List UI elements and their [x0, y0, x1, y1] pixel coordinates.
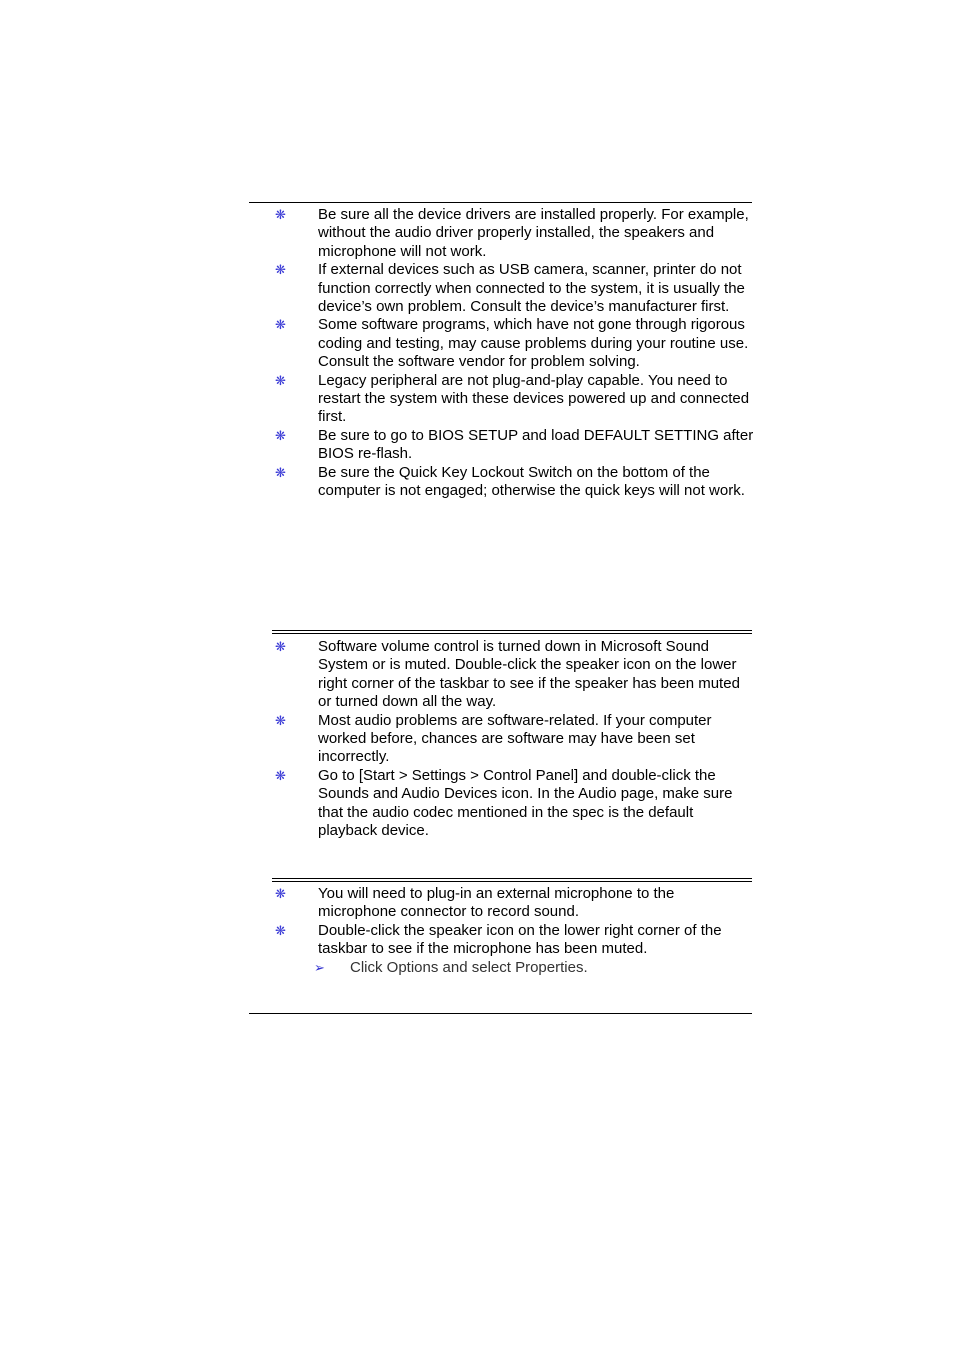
list-item: ❋ Most audio problems are software-related. If your computer worked before, chances are software may have been set incorrectly. — [275, 711, 712, 766]
snowflake-bullet-icon: ❋ — [275, 372, 286, 388]
list-item: ❋ Legacy peripheral are not plug-and-play capable. You need to restart the system with these devices powered up and connected first. — [275, 371, 750, 426]
section-2-list — [0, 638, 754, 840]
snowflake-bullet-icon: ❋ — [275, 464, 286, 480]
top-rule — [249, 202, 752, 203]
snowflake-bullet-icon: ❋ — [275, 639, 286, 654]
list-item: ❋ If external devices such as USB camera, scanner, printer do not function correctly when connected to the system, it is usually the device’s own problem. Consult the device’s manufacturer first. — [275, 261, 745, 316]
list-item: ❋ Double-click the speaker icon on the lower right corner of the taskbar to see if the microphone has been muted. — [275, 921, 722, 958]
snowflake-bullet-icon: ❋ — [275, 922, 286, 938]
arrow-bullet-icon: ➢ — [314, 959, 325, 975]
section-2-rule — [272, 630, 752, 631]
snowflake-bullet-icon: ❋ — [275, 886, 286, 901]
snowflake-bullet-icon: ❋ — [275, 767, 286, 783]
section-1-list — [0, 206, 754, 501]
list-item: ❋ Be sure to go to BIOS SETUP and load DEFAULT SETTING after BIOS re-flash. — [275, 426, 754, 463]
list-item: ❋ Be sure all the device drivers are installed properly. For example, without the audio driver properly installed, the speakers and microphone will not work. — [275, 206, 749, 260]
bottom-rule — [249, 1013, 752, 1014]
list-item: ❋ Software volume control is turned down in Microsoft Sound System or is muted. Double-click the speaker icon on the lower right corner of the taskbar to see if the speaker has been muted or turned down all the way. — [275, 638, 740, 711]
list-item: ❋ Go to [Start > Settings > Control Panel] and double-click the Sounds and Audio Devices icon. In the Audio page, make sure that the audio codec mentioned in the spec is the default playback device. — [275, 766, 733, 840]
list-item: ❋ You will need to plug-in an external microphone to the microphone connector to record sound. — [275, 885, 675, 921]
snowflake-bullet-icon: ❋ — [275, 207, 286, 222]
snowflake-bullet-icon: ❋ — [275, 317, 286, 333]
snowflake-bullet-icon: ❋ — [275, 262, 286, 278]
snowflake-bullet-icon: ❋ — [275, 712, 286, 728]
section-3-list — [0, 885, 754, 977]
section-3-rule — [272, 878, 752, 879]
list-item: ❋ Be sure the Quick Key Lockout Switch on the bottom of the computer is not engaged; otherwise the quick keys will not work. — [275, 463, 745, 500]
snowflake-bullet-icon: ❋ — [275, 427, 286, 443]
list-item: ❋ Some software programs, which have not gone through rigorous coding and testing, may cause problems during your routine use. Consult the software vendor for problem solving. — [275, 316, 749, 371]
sub-list-item: ➢ Click Options and select Properties. — [314, 958, 588, 976]
